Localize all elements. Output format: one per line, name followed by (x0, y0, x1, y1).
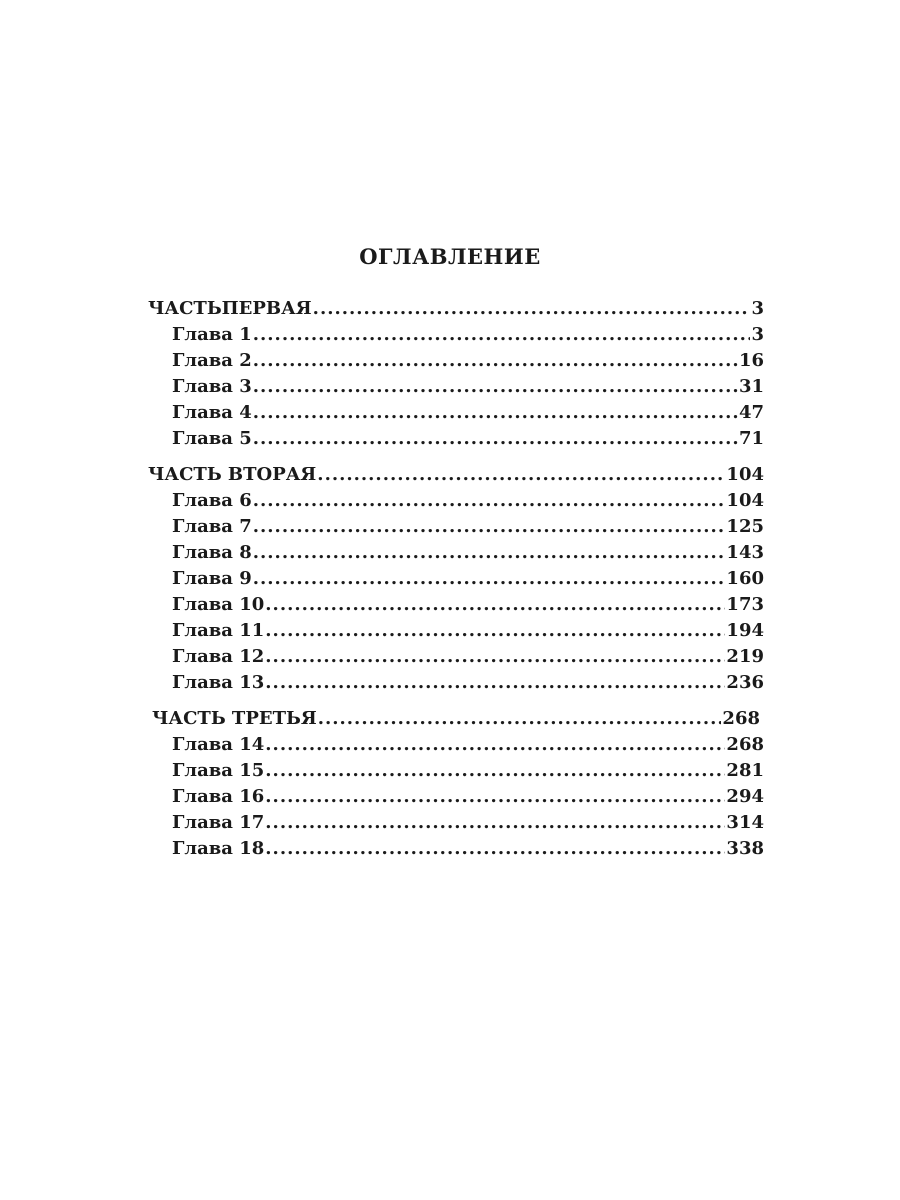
toc-chapter-1[interactable] (172, 322, 764, 348)
chapter-label: Глава 1 (172, 324, 252, 345)
toc-chapter-3[interactable] (172, 374, 764, 400)
page-number: 194 (726, 620, 764, 641)
chapter-label: Глава 5 (172, 428, 252, 449)
dot-leader (253, 566, 726, 592)
page-number: 71 (738, 428, 764, 449)
toc-chapter-2[interactable] (172, 348, 764, 374)
chapter-label: Глава 12 (172, 646, 265, 667)
page-number: 3 (751, 324, 764, 345)
dot-leader (253, 488, 726, 514)
page-number: 294 (726, 786, 764, 807)
toc-chapter-10[interactable] (172, 592, 764, 618)
dot-leader (265, 732, 725, 758)
dot-leader (265, 670, 725, 696)
page-number: 104 (726, 464, 764, 485)
chapter-label: Глава 10 (172, 594, 265, 615)
page-number: 173 (726, 594, 764, 615)
part-label: ЧАСТЬ ВТОРАЯ (148, 464, 317, 485)
chapter-label: Глава 2 (172, 350, 252, 371)
toc-chapter-17[interactable] (172, 810, 764, 836)
dot-leader (253, 374, 738, 400)
page-number: 31 (738, 376, 764, 397)
dot-leader (265, 618, 725, 644)
chapter-label: Глава 4 (172, 402, 252, 423)
page-number: 3 (751, 298, 764, 319)
chapter-label: Глава 13 (172, 672, 265, 693)
toc-chapter-14[interactable] (172, 732, 764, 758)
chapter-label: Глава 6 (172, 490, 252, 511)
page-number: 16 (738, 350, 764, 371)
dot-leader (253, 322, 751, 348)
toc-part-1[interactable] (148, 296, 764, 322)
toc-chapter-5[interactable] (172, 426, 764, 452)
dot-leader (318, 706, 722, 732)
dot-leader (253, 426, 738, 452)
toc-chapter-4[interactable] (172, 400, 764, 426)
chapter-label: Глава 8 (172, 542, 252, 563)
part-label: ЧАСТЬПЕРВАЯ (148, 298, 312, 319)
page-number: 160 (726, 568, 764, 589)
toc-chapter-13[interactable] (172, 670, 764, 696)
chapter-label: Глава 15 (172, 760, 265, 781)
dot-leader (317, 462, 725, 488)
toc-part-2[interactable] (148, 462, 764, 488)
dot-leader (265, 758, 725, 784)
chapter-label: Глава 3 (172, 376, 252, 397)
chapter-label: Глава 14 (172, 734, 265, 755)
toc-chapter-9[interactable] (172, 566, 764, 592)
page-number: 47 (738, 402, 764, 423)
dot-leader (265, 592, 725, 618)
page-number: 268 (722, 708, 760, 729)
chapter-label: Глава 16 (172, 786, 265, 807)
dot-leader (253, 348, 738, 374)
chapter-label: Глава 11 (172, 620, 265, 641)
page-number: 338 (726, 838, 764, 859)
dot-leader (265, 836, 725, 862)
page-number: 281 (726, 760, 764, 781)
toc-part-3[interactable] (152, 706, 760, 732)
toc-chapter-7[interactable] (172, 514, 764, 540)
toc-chapter-18[interactable] (172, 836, 764, 862)
dot-leader (253, 540, 726, 566)
page-number: 125 (726, 516, 764, 537)
toc-chapter-8[interactable] (172, 540, 764, 566)
page-number: 314 (726, 812, 764, 833)
chapter-label: Глава 17 (172, 812, 265, 833)
dot-leader (265, 810, 725, 836)
chapter-label: Глава 9 (172, 568, 252, 589)
toc-chapter-12[interactable] (172, 644, 764, 670)
page-number: 236 (726, 672, 764, 693)
dot-leader (265, 644, 725, 670)
chapter-label: Глава 7 (172, 516, 252, 537)
toc-chapter-16[interactable] (172, 784, 764, 810)
toc-chapter-6[interactable] (172, 488, 764, 514)
toc-chapter-11[interactable] (172, 618, 764, 644)
page-number: 104 (726, 490, 764, 511)
dot-leader (265, 784, 725, 810)
dot-leader (313, 296, 751, 322)
dot-leader (253, 400, 738, 426)
dot-leader (253, 514, 726, 540)
page-title: ОГЛАВЛЕНИЕ (359, 244, 541, 269)
page-number: 219 (726, 646, 764, 667)
page-number: 143 (726, 542, 764, 563)
part-label: ЧАСТЬ ТРЕТЬЯ (152, 708, 317, 729)
chapter-label: Глава 18 (172, 838, 265, 859)
toc-chapter-15[interactable] (172, 758, 764, 784)
page-number: 268 (726, 734, 764, 755)
